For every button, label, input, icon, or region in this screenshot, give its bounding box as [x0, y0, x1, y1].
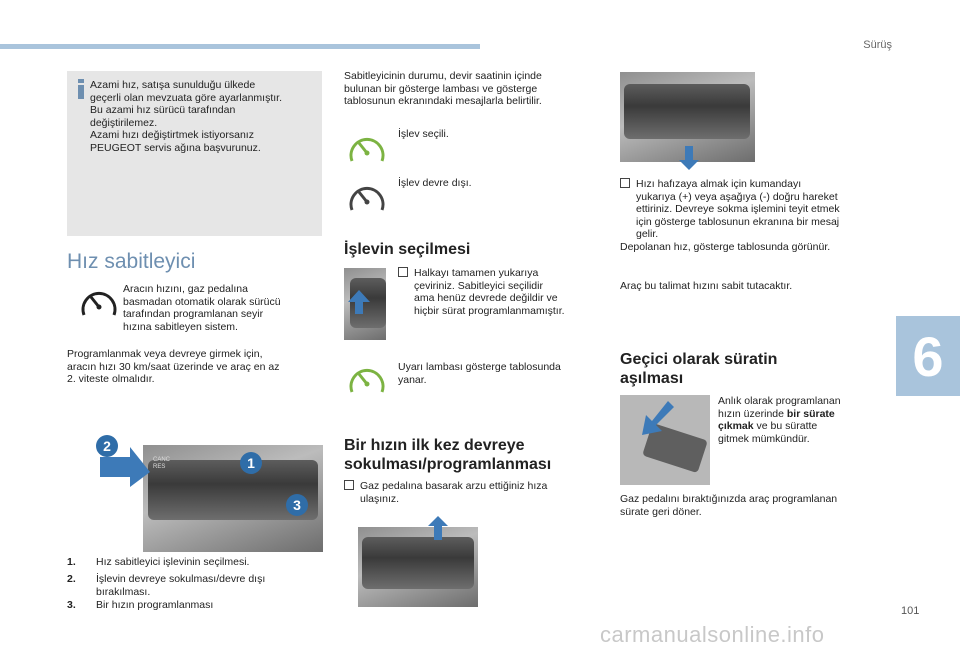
selected-label: İşlev seçili. [398, 128, 449, 140]
heading-first-program: Bir hızın ilk kez devreye sokulması/programlanması [344, 437, 552, 473]
lamp-text: Uyarı lambası gösterge tablosunda yanar. [398, 361, 561, 386]
bullet-box-icon [398, 267, 408, 277]
cruise-condition: Programlanmak veya devreye girmek için, aracın hızı 30 km/saat üzerinde ve araç en az 2. viteste olmalıdır. [67, 348, 280, 385]
keeps-speed-text: Araç bu talimat hızını sabit tutacaktır. [620, 280, 793, 292]
speedometer-gray-icon [346, 180, 388, 222]
memorize-instruction: Hızı hafızaya almak için kumandayı yukarıya (+) veya aşağıya (-) doğru hareket ettiriniz. Devreye sokma işlemini teyit etmek için gösterge tablosunun ekranına bir mesaj gelir. Depolanan hız, gösterge tablosunda görünür. [620, 178, 840, 253]
exceed-text: Anlık olarak programlanan hızın üzerinde bir sürate çıkmak ve bu süratte gitmek mümkündür. [718, 395, 841, 445]
list-item: 3. Bir hızın programlanması [67, 599, 214, 611]
status-text: Sabitleyicinin durumu, devir saatinin içinde bulunan bir gösterge lambası ve gösterge tablosunun ekranındaki mesajlarla belirtilir. [344, 70, 542, 107]
bullet-box-icon [620, 178, 630, 188]
release-text: Gaz pedalını bıraktığınızda araç programlanan sürate geri döner. [620, 493, 838, 518]
chapter-title: Sürüş [863, 39, 892, 51]
press-arrow-icon [638, 401, 674, 437]
up-arrow-icon [428, 516, 448, 540]
speedometer-green-icon [346, 131, 388, 173]
rotate-up-arrow-icon [348, 290, 370, 314]
header-bar [0, 44, 480, 49]
list-item: 2. İşlevin devreye sokulması/devre dışı [67, 573, 266, 585]
callout-2: 2 [96, 435, 118, 457]
heading-select: İşlevin seçilmesi [344, 241, 471, 258]
info-text: Azami hız, satışa sunulduğu ülkede geçerli olan mevzuata göre ayarlanmıştır. Bu azami hız sürücü tarafından değiştirilemez. Azami hızı değiştirtmek istiyorsanız PEUGEOT servis ağına başvurunuz. [90, 79, 283, 154]
callout-3: 3 [286, 494, 308, 516]
chapter-number: 6 [912, 325, 944, 388]
stalk-photo-program [358, 527, 478, 607]
down-arrow-icon [679, 146, 699, 170]
stalk [362, 537, 474, 589]
watermark: carmanualsonline.info [600, 622, 825, 647]
first-instruction: Gaz pedalına basarak arzu ettiğiniz hıza ulaşınız. [344, 480, 599, 505]
chapter-tab [896, 316, 960, 396]
speedometer-green-icon [346, 362, 388, 404]
list-item: 1. Hız sabitleyici işlevinin seçilmesi. [67, 556, 250, 568]
stalk [624, 84, 750, 139]
callout-1: 1 [240, 452, 262, 474]
bullet-box-icon [344, 480, 354, 490]
heading-temporary-exceed: Geçici olarak süratin aşılması [620, 351, 778, 387]
accelerator-photo [620, 395, 710, 485]
info-icon [76, 79, 86, 99]
stalk-label: CANC RES [153, 457, 171, 470]
select-instruction: Halkayı tamamen yukarıya çeviriniz. Sabitleyici seçilidir ama henüz devrede değildir ve hiçbir sürat programlanmamıştır. [398, 267, 598, 317]
info-box [67, 71, 322, 236]
cruise-intro: Aracın hızını, gaz pedalına basmadan otomatik olarak sürücü tarafından programlanan seyir hızına sabitleyen sistem. [123, 283, 281, 333]
page-number: 101 [901, 605, 920, 617]
component-list: 1. Hız sabitleyici işlevinin seçilmesi. 2. İşlevin devreye sokulması/devre dışı bırakılması. 3. Bir hızın programlanması [67, 556, 322, 612]
stalk-photo-select [344, 268, 386, 340]
speedometer-icon [78, 285, 120, 327]
section-title-cruise-control: Hız sabitleyici [67, 250, 196, 273]
disabled-label: İşlev devre dışı. [398, 177, 472, 189]
